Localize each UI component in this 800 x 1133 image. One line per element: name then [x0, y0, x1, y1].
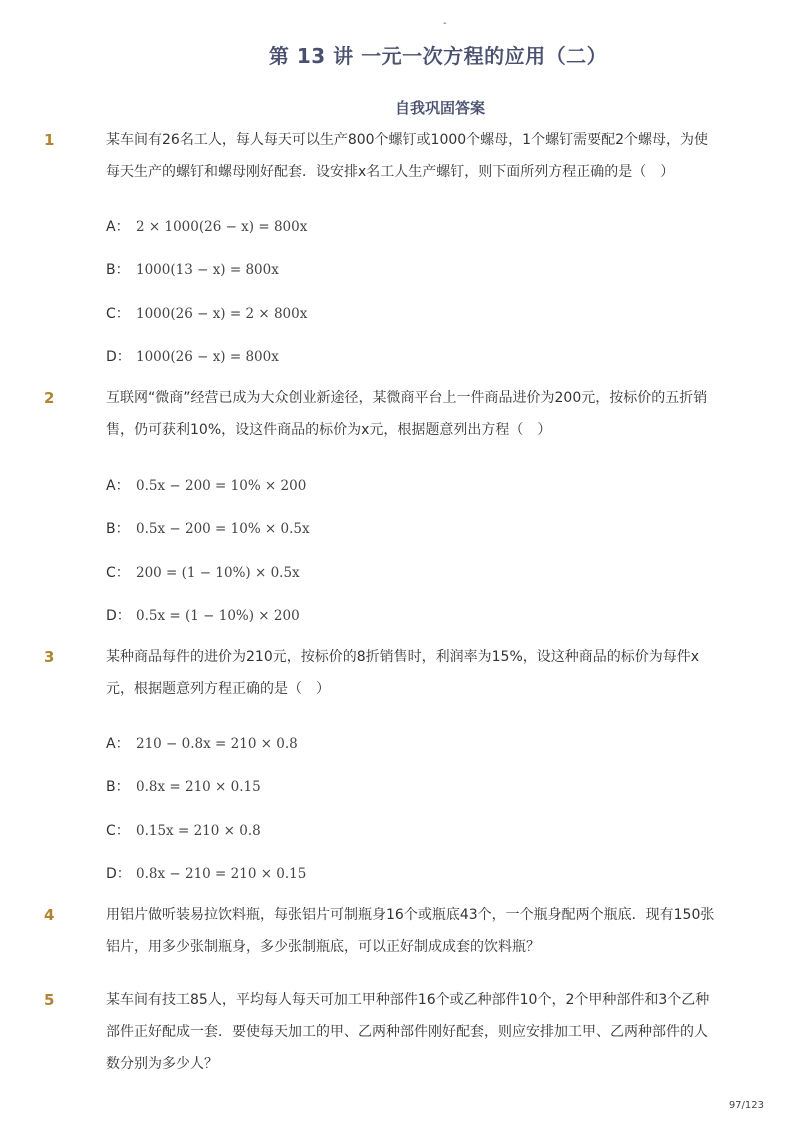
option-label: C： [106, 565, 130, 581]
page-title: 第 13 讲 一元一次方程的应用（二） [268, 44, 608, 68]
page-number: 97/123 [728, 1100, 764, 1111]
option-expression: 0.5x − 200 = 10% × 0.5x [136, 521, 310, 537]
option-expression: 0.5x − 200 = 10% × 200 [136, 478, 307, 494]
option-a[interactable] [106, 733, 298, 753]
option-expression: 210 − 0.8x = 210 × 0.8 [136, 736, 298, 752]
question-number: 5 [44, 991, 55, 1009]
option-label: B： [106, 262, 130, 278]
option-expression: 0.8x = 210 × 0.15 [136, 779, 261, 795]
question-number: 1 [44, 131, 55, 149]
option-c[interactable] [106, 820, 261, 840]
option-label: D： [106, 349, 131, 365]
option-expression: 0.5x = (1 − 10%) × 200 [136, 608, 300, 624]
question-text: 某种商品每件的进价为210元，按标价的8折销售时，利润率为15%，设这种商品的标价为每件x元，根据题意列方程正确的是（ ） [106, 649, 700, 697]
top-mark: - [443, 18, 447, 29]
question-text: 某车间有技工85人，平均每人每天可加工甲种部件16个或乙种部件10个，2个甲种部件和3个乙种部件正好配成一套．要使每天加工的甲、乙两种部件刚好配套，则应安排加工甲、乙两种部件的人数分别为多少人？ [106, 992, 710, 1072]
question-number: 4 [44, 906, 55, 924]
option-expression: 200 = (1 − 10%) × 0.5x [136, 565, 300, 581]
option-expression: 2 × 1000(26 − x) = 800x [136, 219, 308, 235]
option-b[interactable] [106, 259, 279, 279]
option-expression: 0.8x − 210 = 210 × 0.15 [136, 866, 307, 882]
option-label: C： [106, 306, 130, 322]
option-label: A： [106, 219, 130, 235]
option-d[interactable] [106, 863, 306, 883]
question-text: 互联网“微商”经营已成为大众创业新途径，某微商平台上一件商品进价为200元，按标价的五折销售，仍可获利10%，设这件商品的标价为x元，根据题意列出方程（ ） [106, 390, 708, 438]
option-b[interactable] [106, 518, 310, 538]
option-b[interactable] [106, 776, 261, 796]
option-c[interactable] [106, 562, 300, 582]
option-label: D： [106, 608, 131, 624]
option-expression: 1000(26 − x) = 2 × 800x [136, 306, 308, 322]
option-label: D： [106, 866, 131, 882]
option-label: B： [106, 521, 130, 537]
option-expression: 0.15x = 210 × 0.8 [136, 823, 261, 839]
option-a[interactable] [106, 475, 306, 495]
question-text: 某车间有26名工人，每人每天可以生产800个螺钉或1000个螺母，1个螺钉需要配2个螺母，为使每天生产的螺钉和螺母刚好配套．设安排x名工人生产螺钉，则下面所列方程正确的是（ ） [106, 132, 708, 180]
option-d[interactable] [106, 605, 300, 625]
option-label: C： [106, 823, 130, 839]
question-number: 2 [44, 389, 55, 407]
option-a[interactable] [106, 216, 307, 236]
option-label: A： [106, 478, 130, 494]
section-subtitle: 自我巩固答案 [394, 99, 485, 117]
option-d[interactable] [106, 346, 279, 366]
option-label: B： [106, 779, 130, 795]
option-expression: 1000(26 − x) = 800x [136, 349, 279, 365]
option-expression: 1000(13 − x) = 800x [136, 262, 279, 278]
question-text: 用铝片做听装易拉饮料瓶，每张铝片可制瓶身16个或瓶底43个，一个瓶身配两个瓶底．现有150张铝片，用多少张制瓶身，多少张制瓶底，可以正好制成成套的饮料瓶？ [106, 907, 715, 955]
option-label: A： [106, 736, 130, 752]
question-number: 3 [44, 648, 55, 666]
option-c[interactable] [106, 303, 307, 323]
